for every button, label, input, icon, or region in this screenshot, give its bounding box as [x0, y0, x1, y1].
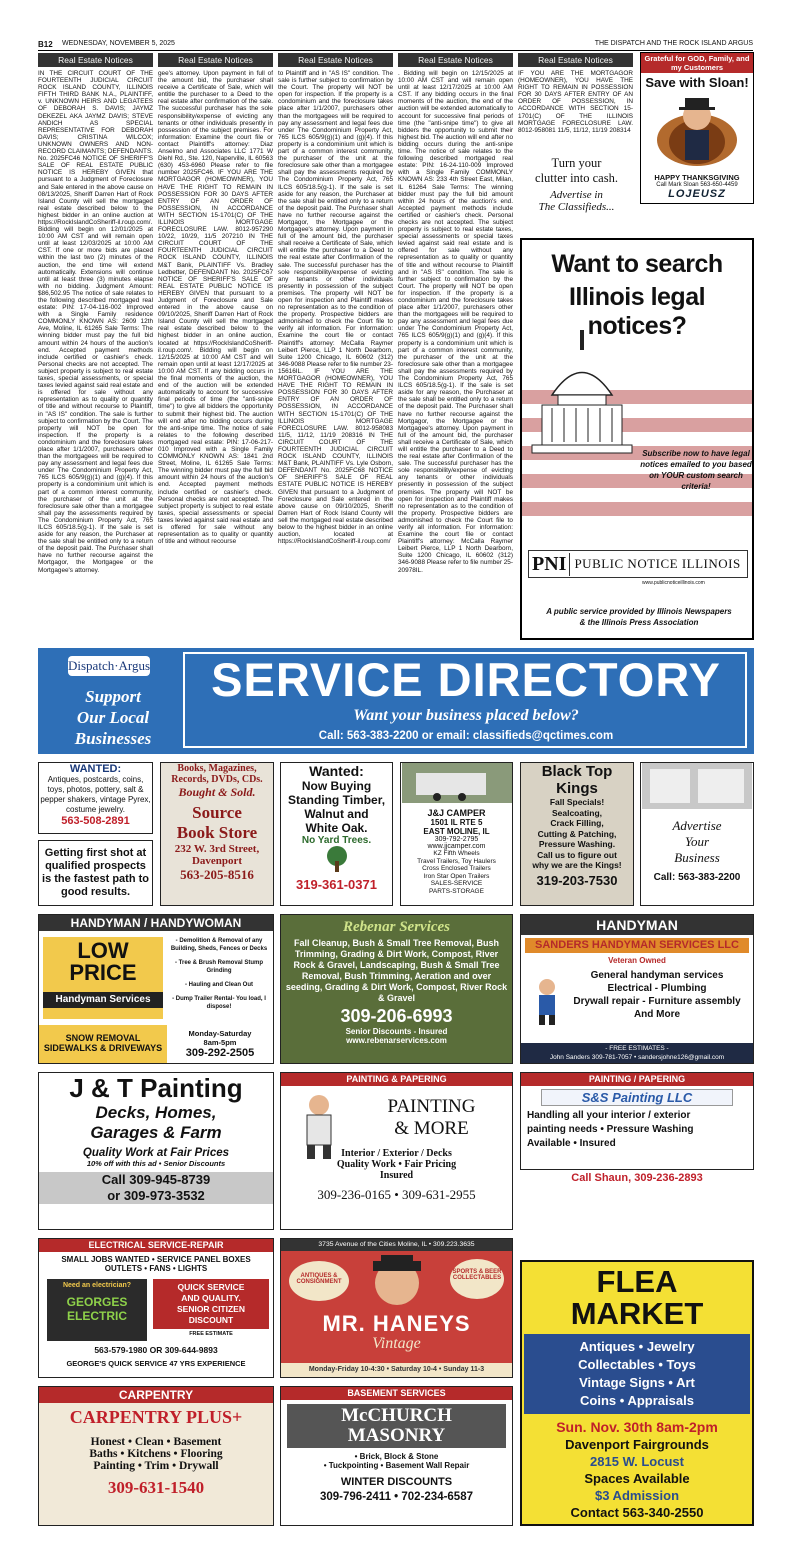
bt-phone: 319-203-7530: [536, 872, 618, 888]
mr-haneys-ad: [280, 1238, 513, 1378]
painting-l3: Insured: [379, 1170, 414, 1181]
masonry-logo: [287, 1404, 506, 1448]
mr-haney-portrait: [367, 1253, 427, 1313]
service-directory-banner: [38, 648, 754, 754]
ss-l1: Handling all your interior / exterior: [527, 1110, 691, 1121]
jt-title: J & T Painting: [69, 1073, 243, 1103]
black-top-ad: [520, 762, 634, 906]
masonry-l2: • Tuckpointing • Basement Wall Repair: [323, 1461, 470, 1470]
timber-l5: White Oak.: [305, 821, 368, 835]
jt-phone2: or 309-973-3532: [39, 1188, 273, 1204]
hh-b3: - Hauling and Clean Out: [184, 982, 253, 988]
pni-subscribe-2: notices emailed to you based: [640, 460, 752, 469]
sd-contact: Call: 563-383-2200 or email: classifieds@qctimes.com: [318, 730, 614, 742]
books-phone: 563-205-8516: [180, 867, 254, 882]
sd-tagline: Want your business placed below?: [353, 707, 579, 724]
adv-l1: Advertise: [672, 818, 722, 833]
electric-l1: SMALL JOBS WANTED • SERVICE PANEL BOXES: [61, 1255, 251, 1264]
tree-icon: [312, 846, 362, 872]
hh-bullets: [167, 937, 271, 1011]
wanted-phone: 563-508-2891: [61, 815, 130, 827]
electric-q2: AND QUALITY.: [181, 1293, 241, 1303]
legal-column-5: [518, 70, 633, 140]
timber-l6: No Yard Trees.: [301, 835, 372, 846]
handyman-handywoman-ad: [38, 914, 274, 1064]
sanders-name: SANDERS HANDYMAN SERVICES LLC: [525, 938, 749, 953]
sloan-call: Call Mark Sloan 563-650-4459: [656, 182, 738, 188]
sanders-vet: Veteran Owned: [608, 956, 666, 965]
clutter-line1: Turn your: [551, 156, 602, 170]
first-shot-text: Getting first shot at qualified prospects is the fastest path to good results.: [42, 847, 149, 898]
bt-l5: Pressure Washing.: [538, 839, 616, 849]
jj-name: J&J CAMPER: [427, 808, 486, 818]
bt-l1: Fall Specials!: [549, 797, 605, 807]
sanders-contact: John Sanders 309-781-7057 • sandersjohne126@gmail.com: [549, 1054, 725, 1061]
turkey-illustration: [641, 90, 753, 168]
pni-url: www.publicnoticeillinois.com: [642, 580, 705, 586]
jj-phone: 309-792-2795: [434, 836, 479, 843]
jj-l6: PARTS-STORAGE: [429, 887, 484, 895]
page-header: [0, 0, 791, 49]
col-header-4: Real Estate Notices: [398, 53, 513, 67]
haneys-name: MR. HANEYS: [322, 1311, 471, 1336]
books-l2: Records, DVDs, CDs.: [171, 774, 263, 785]
ss-phone: Call Shaun, 309-236-2893: [571, 1172, 703, 1184]
timber-l2: Now Buying: [301, 779, 372, 793]
flea-l1: Antiques • Jewelry: [579, 1339, 695, 1354]
adv-l3: Business: [674, 850, 720, 865]
advertise-ad: [640, 762, 754, 906]
ss-band: PAINTING / PAPERING: [521, 1073, 753, 1086]
flea-t2: MARKET: [570, 1296, 704, 1331]
books-ad: [160, 762, 274, 906]
bt-l7: why we are the Kings!: [532, 860, 622, 870]
flea-addr: 2815 W. Locust: [590, 1454, 684, 1469]
sloan-logo: LOJEUSZ: [668, 188, 726, 200]
pni-subscribe-1: Subscribe now to have legal: [642, 449, 750, 458]
haneys-badge1: ANTIQUES & CONSIGNMENT: [289, 1261, 349, 1301]
hh-snow2: SIDEWALKS & DRIVEWAYS: [43, 1043, 163, 1053]
timber-l4: Walnut and: [304, 807, 369, 821]
sanders-l1: General handyman services: [590, 970, 724, 981]
jt-painting-ad: [38, 1072, 274, 1230]
books-l3: Bought & Sold.: [178, 785, 256, 799]
masonry-winter: WINTER DISCOUNTS: [340, 1476, 453, 1488]
painting-l2: Quality Work • Fair Pricing: [336, 1159, 457, 1170]
carpentry-l3: Painting • Trim • Drywall: [93, 1460, 219, 1472]
jj-l5: SALES-SERVICE: [430, 880, 483, 887]
low-price-box: [43, 937, 163, 1019]
pni-brand: [528, 550, 748, 578]
hh-price: PRICE: [69, 960, 137, 985]
clutter-line2: clutter into cash.: [535, 171, 618, 185]
pni-logo: PNI: [529, 553, 570, 576]
support-line1: Support: [85, 687, 141, 706]
ss-l2: painting needs • Pressure Washing: [527, 1124, 694, 1135]
ss-name: S&S Painting LLC: [541, 1089, 733, 1106]
sanders-band: HANDYMAN: [521, 915, 753, 935]
jj-addr2: EAST MOLINE, IL: [423, 827, 490, 836]
support-local: [52, 686, 174, 749]
timber-phone: 319-361-0371: [296, 877, 377, 892]
masonry-l1: • Brick, Block & Stone: [354, 1452, 439, 1461]
painting-band: PAINTING & PAPERING: [281, 1073, 512, 1086]
hh-band: HANDYMAN / HANDYWOMAN: [39, 915, 273, 931]
haneys-hours: Monday-Friday 10-4:30 • Saturday 10-4 • Sunday 11-3: [281, 1363, 512, 1377]
electric-quick: [153, 1279, 269, 1329]
rebenar-name: Rebenar Services: [342, 919, 451, 935]
col-header-2: Real Estate Notices: [158, 53, 273, 67]
jj-l2: Travel Trailers, Toy Haulers: [417, 857, 496, 865]
hh-hours2: 8am-5pm: [203, 1038, 237, 1047]
jt-l3: Quality Work at Fair Prices: [82, 1147, 230, 1159]
carpentry-ad: [38, 1386, 274, 1526]
flea-spaces: Spaces Available: [584, 1471, 690, 1486]
page-date: WEDNESDAY, NOVEMBER 5, 2025: [62, 40, 175, 47]
sanders-l3: Drywall repair - Furniture assembly: [573, 996, 741, 1007]
support-line3: Businesses: [74, 729, 152, 748]
haneys-badge2: SPORTS & BEER COLLECTABLES: [450, 1259, 504, 1299]
sanders-l2: Electrical - Plumbing: [607, 983, 707, 994]
legal-text-4: . Bidding will begin on 12/15/2025 at 10:00 AM CST and will remain open until at least 12/17/2025 at 10:00 AM CST. If any bidding occurs in the final moments of the auction, the end of the auction will be extended automatically to account for successive final periods of time (the "anti-snipe time") to give all bidders the opportunity to submit their highest bid. The auction will end after no bidding occurs during the anti-snipe time. The notice of sale relates to the following described mortgaged real estate: PIN: 16-24-110-009 Improved with a Single Family COMMONLY KNOWN AS: 233 4th Street East, Milan, IL 61264 Sale Terms: The winning bidder must pay the full bid amount within 24 hours of the auction's end. Accepted payment methods include certified or cashier's check. Personal checks are not accepted. The subject property is subject to real estate taxes, special assessments or special taxes levied against said real estate and is offered for sale without any representation as to quality or quantity of title and without recourse to Plaintiff and in "AS IS" condition. The sale is further subject to confirmation by the Court. The property will NOT be open for inspection. If the property is a condominium and the foreclosure takes place after 1/1/2007, purchasers other than the mortgagees will be required to pay any assessment and legal fees due under The Condominium Property Act, 765 ILCS 605/9(g)(1) and (g)(4). If this property is a condominium unit which is part of a common interest community, the purchaser of the unit at the foreclosure sale other than a mortgagee shall pay the assessments required by The Condominium Property Act, 765 ILCS 605/18.5(g-1). If the sale is set aside for any reason, the Purchaser at the sale shall be entitled only to a return of the deposit paid. The Purchaser shall have no further recourse against the Mortgagor, the Mortgagee or the Mortgagee's attorney. Upon payment in full of the amount bid, the purchaser shall receive a Certificate of Sale, which will entitle the purchaser to a Deed to the real estate after Confirmation of the sale. The successful purchaser has the sole responsibility/expense of evicting any tenants or other individuals presently in possession of the subject premises. The property will NOT be open for inspection and Plaintiff makes no representation as to the condition of the property. Prospective bidders are admonished to check the Court file to verify all information. For information: Examine the court file or contact Plaintiff's attorney: McCalla Raymer Leibert Pierce, LLP 1 North Dearborn, Suite 1200 Chicago, IL 60602 (312) 346-9088 Please refer to file number 25-20978IL.: [398, 70, 513, 574]
hh-b1: - Demolition & Removal of any Building, Sheds, Fences or Decks: [170, 938, 268, 952]
electric-ad: [38, 1238, 274, 1378]
sanders-footer: [521, 1043, 753, 1063]
ss-l3: Available • Insured: [527, 1138, 616, 1149]
support-line2: Our Local: [76, 708, 150, 727]
clutter-line4: The Classifieds...: [538, 201, 615, 213]
bt-l4: Cutting & Patching,: [537, 828, 617, 839]
newspaper-photo: [642, 763, 752, 809]
hh-hours1: Monday-Saturday: [188, 1029, 252, 1038]
legal-text-1: IN THE CIRCUIT COURT OF THE FOURTEENTH JUDICIAL CIRCUIT ROCK ISLAND COUNTY, ILLINOIS FIFTH THIRD BANK N.A., PLAINTIFF, v. UNKNOWN HEIRS AND LEGATEES OF DEBORAH S. DAVIS; JAYMZ DEKEZEL AKA JAYMZ DAVIS; STEVE ANDICH AS SPECIAL REPRESENTATIVE FOR DEBORAH DAVIS; CRISTINA WILCOX; UNKNOWN OWNERS AND NON-RECORD CLAIMANTS; DEFENDANTS. No. 2025FC46 NOTICE OF SHERIFF'S SALE OF REAL ESTATE PUBLIC NOTICE IS HEREBY GIVEN that pursuant to a Judgment of Foreclosure and Sale entered in the above cause on 08/13/2025, Sheriff Darren Hart of Rock Island County will sell the mortgaged real estate described below to the highest bidder in an online auction at https://RockIslandCoSheriff-il.roup.com/. Bidding will begin on 12/01/2025 at 10:00 AM CST and will remain open until at least 12/03/2025 at 10:00 AM CST. If one or more bids are placed within the last two (2) minutes of the auction, the end time will extend automatically. Extensions will continue until at least three (3) minutes elapse with no bidding. Judgment Amount: $86,502.95 The notice of sale relates to the following described mortgaged real estate: PIN: 17-04-116-002 Improved with a Single Family residence COMMONLY KNOWN AS: 2609 12th Ave, Moline, IL 61265 Sale Terms: The winning bidder must pay the full bid amount within 24 hours of the auction's end. Accepted payment methods include certified or cashier's check. Personal checks are not accepted. The subject property is subject to real estate taxes, special assessments, or special taxes levied against said real estate and is offered for sale without any representation as to quality or quantity of title and without recourse to Plaintiff, in "AS IS" condition. The sale is further subject to confirmation by the Court. The property will NOT be open for inspection. If the property is a condominium and the foreclosure takes place after 1/1/2007, purchasers other than the mortgagees will be required to pay any assessment and legal fees due under The Condominium Property Act, 765 ILCS 605/9(g)(1) and (g)(4). If this property is a condominium unit which is part of a common interest community, the purchaser of the unit at the foreclosure sale other than a mortgagee shall pay the assessments required by The Condominium Property Act, 765 ILCS 605/18.5(g-1). If the sale is set aside for any reason, the Purchaser at the sale shall be entitled only to a return of the deposit paid. The Purchaser shall have no further recourse against the Mortgagor, the Mortgagee or the Mortgagee's attorney.: [38, 70, 153, 574]
pni-ad: [520, 238, 754, 640]
electric-footer: GEORGE'S QUICK SERVICE 47 YRS EXPERIENCE: [66, 1359, 246, 1368]
georges-logo-box: [47, 1279, 147, 1341]
rebenar-body: Fall Cleanup, Bush & Small Tree Removal, Bush Trimming, Grading & Dirt Work, Compost, River Rock & Gravel, Landscaping, Bush & Small Tree Removal, Bush Trimming, Aeration and over seeding, Grading & Dirt Work, Compost, River Rock & Gravel: [285, 938, 508, 1003]
electric-logo2: ELECTRIC: [67, 1309, 127, 1323]
rebenar-web: www.rebenarservices.com: [346, 1036, 447, 1045]
jt-l4: 10% off with this ad • Senior Discounts: [86, 1159, 226, 1168]
jj-camper-ad: [400, 762, 513, 906]
pni-subscribe-3: on YOUR custom search criteria!: [649, 471, 743, 491]
electric-phone: 563-579-1980 OR 309-644-9893: [94, 1345, 218, 1355]
snow-box: [39, 1025, 167, 1063]
books-l1: Books, Magazines,: [177, 763, 257, 774]
wanted-title: WANTED:: [69, 763, 122, 775]
masonry-ad: [280, 1386, 513, 1526]
header-rule: [38, 50, 753, 51]
flea-l2: Collectables • Toys: [578, 1357, 696, 1372]
sd-title: SERVICE DIRECTORY: [211, 653, 721, 706]
electric-q4: DISCOUNT: [188, 1315, 234, 1325]
books-l4: Source: [192, 803, 242, 822]
hh-phone: 309-292-2505: [185, 1047, 255, 1059]
sanders-l4: And More: [633, 1009, 681, 1020]
hh-b4: - Dump Trailer Rental- You load, I dispose!: [172, 996, 266, 1010]
pni-subscribe: [640, 448, 752, 492]
carpentry-l2: Baths • Kitchens • Flooring: [89, 1448, 223, 1460]
electric-band: ELECTRICAL SERVICE-REPAIR: [39, 1239, 273, 1252]
bt-title2: Kings: [556, 780, 598, 797]
sloan-holiday: HAPPY THANKSGIVING: [654, 173, 740, 182]
painting-l1: Interior / Exterior / Decks: [341, 1148, 452, 1159]
masonry-phone: 309-796-2411 • 702-234-6587: [319, 1491, 473, 1503]
hh-low: LOW: [77, 938, 129, 963]
flea-l4: Coins • Appraisals: [580, 1393, 694, 1408]
legal-text-2: gee's attorney. Upon payment in full of the amount bid, the purchaser shall receive a Certificate of Sale, which will entitle the purchaser to a Deed to the real estate after confirmation of the sale. The successful purchaser has the sole responsibility/expense of evicting any tenants or other individuals presently in possession of the subject premises. For information: Examine the court file or contact Plaintiff's attorney: Diaz Anselmo and Associates LLC 1771 W Diehl Rd., Ste. 120, Naperville, IL 60563 (630) 453-6960 Please refer to file number 2025FC46. IF YOU ARE THE MORTGAGOR (HOMEOWNER), YOU HAVE THE RIGHT TO REMAIN IN POSSESSION FOR 30 DAYS AFTER ENTRY OF AN ORDER OF POSSESSION, IN ACCORDANCE WITH SECTION 15-1701(C) OF THE ILLINOIS MORTGAGE FORECLOSURE LAW. 8012-957290 10/22, 10/29, 11/5 207210 IN THE CIRCUIT COURT OF THE FOURTEENTH JUDICIAL CIRCUIT ROCK ISLAND COUNTY, ILLINOIS M&T Bank, PLAINTIFF Vs. Bradley Ledbetter, DEFENDANT No. 2025FC67 NOTICE OF SHERIFF'S SALE OF REAL ESTATE PUBLIC NOTICE IS HEREBY GIVEN that pursuant to a Judgment of Foreclosure and Sale entered in the above cause on 09/10/2025, Sheriff Darren Hart of Rock Island County will sell the mortgaged real estate described below to the highest bidder in an online auction, located at https://RockIslandCoSheriff-il.roup.com/. Bidding will begin on 12/15/2025 at 10:00 AM CST and will remain open until at least 12/17/2025 at 10:00 AM CST. If any bidding occurs in the final moments of the auction, the end of the auction will be extended automatically to account for successive final periods of time (the "anti-snipe time") to give all bidders the opportunity to submit their highest bid. The auction will end after no bidding occurs during the anti-snipe time. The notice of sale relates to the following described mortgaged real estate: PIN: 17-06-217-010 Improved with a Single Family COMMONLY KNOWN AS: 1841 2nd Street, Moline, IL 61265 Sale Terms: The winning bidder must pay the full bid amount within 24 hours of the auction's end. Accepted payment methods include certified or cashier's check. Personal checks are not accepted. The subject property is subject to real estate taxes, special assessments or special taxes levied against said real estate and is offered for sale without any representation as to quality or quantity of title and without recourse: [158, 70, 273, 546]
timber-ad: [280, 762, 393, 906]
books-l6: 232 W. 3rd Street,: [174, 843, 260, 855]
dispatch-argus-logo: Dispatch·Argus: [68, 656, 150, 676]
col-header-5: Real Estate Notices: [518, 53, 633, 67]
electric-logo1: GEORGES: [66, 1295, 128, 1309]
ss-painting-ad: [520, 1072, 754, 1170]
wanted-ad: [38, 762, 153, 834]
electric-free: FREE ESTIMATE: [189, 1331, 233, 1337]
books-l7: Davenport: [191, 855, 243, 867]
sloan-title: Save with Sloan!: [645, 75, 749, 90]
clutter-ad: [520, 156, 633, 226]
jj-web: www.jjcamper.com: [427, 843, 486, 850]
carpentry-band: CARPENTRY: [39, 1387, 273, 1403]
hh-b2: - Tree & Brush Removal Stump Grinding: [174, 960, 264, 974]
masonry-name2: MASONRY: [347, 1425, 446, 1446]
painting-more-ad: [280, 1072, 513, 1230]
electric-l2: OUTLETS • FANS • LIGHTS: [104, 1264, 208, 1273]
adv-call: Call: 563-383-2200: [653, 872, 741, 883]
legal-text-3: to Plaintiff and in "AS IS" condition. The sale is further subject to confirmation by the Court. The property will NOT be open for inspection. If the property is a condominium and the foreclosure takes place after 1/1/2007, purchasers other than the mortgagees will be required to pay any assessment and legal fees due under The Condominium Property Act, 765 ILCS 605/9(g)(1) and (g)(4). If this property is a condominium unit which is part of a common interest community, the purchaser of the unit at the foreclosure sale other than a mortgagee shall pay the assessments required by The Condominium Property Act, 765 ILCS 605/18.5(g-1). If the sale is set aside for any reason, the Purchaser at the sale shall be entitled only to a return of the deposit paid. The Purchaser shall have no further recourse against the Mortgagor, the Mortgagee or the Mortgagee's attorney. Upon payment in full of the amount bid, the purchaser shall receive a Certificate of Sale, which will entitle the purchaser to a Deed to the real estate after Confirmation of the sale. The successful purchaser has the sole responsibility/expense of evicting any tenants or other individuals presently in possession of the subject premises. The property will NOT be open for inspection and Plaintiff makes no representation as to the condition of the property. Prospective bidders are admonished to check the Court file to verify all information. For information: Examine the court file or contact Plaintiff's attorney: McCalla Raymer Leibert Pierce, LLP 1 North Dearborn, Suite 1200 Chicago, IL 60602 (312) 346-9088 Please refer to file number 23-15616IL. IF YOU ARE THE MORTGAGOR (HOMEOWNER), YOU HAVE THE RIGHT TO REMAIN IN POSSESSION FOR 30 DAYS AFTER ENTRY OF AN ORDER OF POSSESSION, IN ACCORDANCE WITH SECTION 15-1701(C) OF THE ILLINOIS MORTGAGE FORECLOSURE LAW. 8012-958083 11/5, 11/12, 11/19 208316 IN THE CIRCUIT COURT OF THE FOURTEENTH JUDICIAL CIRCUIT ROCK ISLAND COUNTY, ILLINOIS M&T Bank, PLAINTIFF Vs. Lyle Osborn, DEFENDANT No. 2025FC68 NOTICE OF SHERIFF'S SALE OF REAL ESTATE PUBLIC NOTICE IS HEREBY GIVEN that pursuant to a Judgment of Foreclosure and Sale entered in the above cause on 09/10/2025, Sheriff Darren Hart of Rock Island County will sell the mortgaged real estate described below to the highest bidder in an online auction, located at https://RockIslandCoSheriff-il.roup.com/: [278, 70, 393, 546]
col-header-1: Real Estate Notices: [38, 53, 153, 67]
carpentry-l1: Honest • Clean • Basement: [90, 1436, 222, 1448]
hh-services: Handyman Services: [43, 992, 163, 1008]
timber-l1: Wanted:: [309, 763, 364, 779]
rebenar-ad: [280, 914, 513, 1064]
page-number: B12: [38, 40, 53, 49]
bt-l3: Crack Filling,: [550, 818, 604, 828]
col-header-3: Real Estate Notices: [278, 53, 393, 67]
hh-snow1: SNOW REMOVAL: [65, 1033, 141, 1043]
pni-title1: Want to search: [551, 250, 723, 278]
haneys-top: 3735 Avenue of the Cities Moline, IL • 309.223.3635: [281, 1239, 512, 1251]
rebenar-l1: Senior Discounts - Insured: [345, 1027, 448, 1036]
flea-date: Sun. Nov. 30th 8am-2pm: [556, 1419, 718, 1435]
jj-addr1: 1501 IL RTE 5: [430, 818, 483, 827]
painter-icon: [289, 1091, 349, 1161]
handyman-icon: [529, 977, 565, 1025]
flea-t1: FLEA: [596, 1264, 678, 1299]
jj-l4: Iron Star Open Trailers: [423, 872, 490, 880]
pni-footer-2: & the Illinois Press Association: [579, 618, 699, 627]
bt-title1: Black Top: [541, 763, 613, 780]
pni-brand-name: PUBLIC NOTICE ILLINOIS: [574, 556, 741, 571]
timber-l3: Standing Timber,: [287, 793, 386, 807]
clutter-line3: Advertise in: [550, 189, 603, 201]
flea-l3: Vintage Signs • Art: [579, 1375, 695, 1390]
pni-title2: Illinois legal notices?: [568, 283, 706, 340]
sanders-handyman-ad: [520, 914, 754, 1064]
paper-name: THE DISPATCH AND THE ROCK ISLAND ARGUS: [594, 40, 753, 47]
electric-q3: SENIOR CITIZEN: [176, 1304, 245, 1314]
books-l5: Book Store: [176, 823, 258, 842]
first-shot-ad: [38, 840, 153, 906]
jj-l3: Cross Enclosed Trailers: [422, 865, 491, 872]
bt-l2: Sealcoating,: [551, 807, 603, 818]
rebenar-phone: 309-206-6993: [340, 1006, 453, 1026]
legal-text-5: IF YOU ARE THE MORTGAGOR (HOMEOWNER), YOU HAVE THE RIGHT TO REMAIN IN POSSESSION FOR 30 DAYS AFTER ENTRY OF AN ORDER OF POSSESSION, IN ACCORDANCE WITH SECTION 15-1701(C) OF THE ILLINOIS MORTGAGE FORECLOSURE LAW. 8012-958081 11/5, 11/12, 11/19 208314: [518, 70, 633, 134]
painting-t2: & MORE: [394, 1118, 469, 1139]
jt-phone1: Call 309-945-8739: [39, 1172, 273, 1188]
sanders-free: - FREE ESTIMATES -: [605, 1045, 669, 1052]
flea-contact: Contact 563-340-2550: [570, 1505, 704, 1520]
jj-l1: KZ Fifth Wheels: [433, 850, 480, 857]
pni-footer: [526, 606, 752, 628]
hh-hours-box: [167, 1025, 273, 1063]
masonry-name1: McCHURCH: [341, 1405, 452, 1426]
flea-market-ad: [520, 1260, 754, 1526]
jt-l1: Decks, Homes,: [95, 1103, 217, 1122]
flea-venue: Davenport Fairgrounds: [565, 1437, 709, 1452]
adv-l2: Your: [684, 834, 710, 849]
wanted-body: Antiques, postcards, coins, toys, photos, pottery, salt & pepper shakers, vintage Pyrex, costume jewelry.: [40, 775, 151, 814]
pni-footer-1: A public service provided by Illinois Newspapers: [546, 607, 732, 616]
carpentry-phone: 309-631-1540: [107, 1478, 205, 1497]
painting-t1: PAINTING: [387, 1096, 476, 1117]
camper-photo: [402, 763, 512, 803]
sloan-ad: [640, 52, 754, 204]
sloan-top: Grateful for GOD, Family, and my Customers: [641, 53, 753, 73]
painting-phone: 309-236-0165 • 309-631-2955: [317, 1187, 476, 1202]
flea-admission: $3 Admission: [594, 1488, 680, 1503]
masonry-band: BASEMENT SERVICES: [281, 1387, 512, 1400]
jt-l2: Garages & Farm: [90, 1123, 222, 1142]
electric-q1: QUICK SERVICE: [177, 1282, 245, 1292]
electric-need: Need an electrician?: [62, 1282, 132, 1289]
carpentry-name: CARPENTRY PLUS+: [69, 1407, 243, 1427]
bt-l6: Call us to figure out: [537, 849, 617, 860]
haneys-script: Vintage: [372, 1335, 421, 1352]
